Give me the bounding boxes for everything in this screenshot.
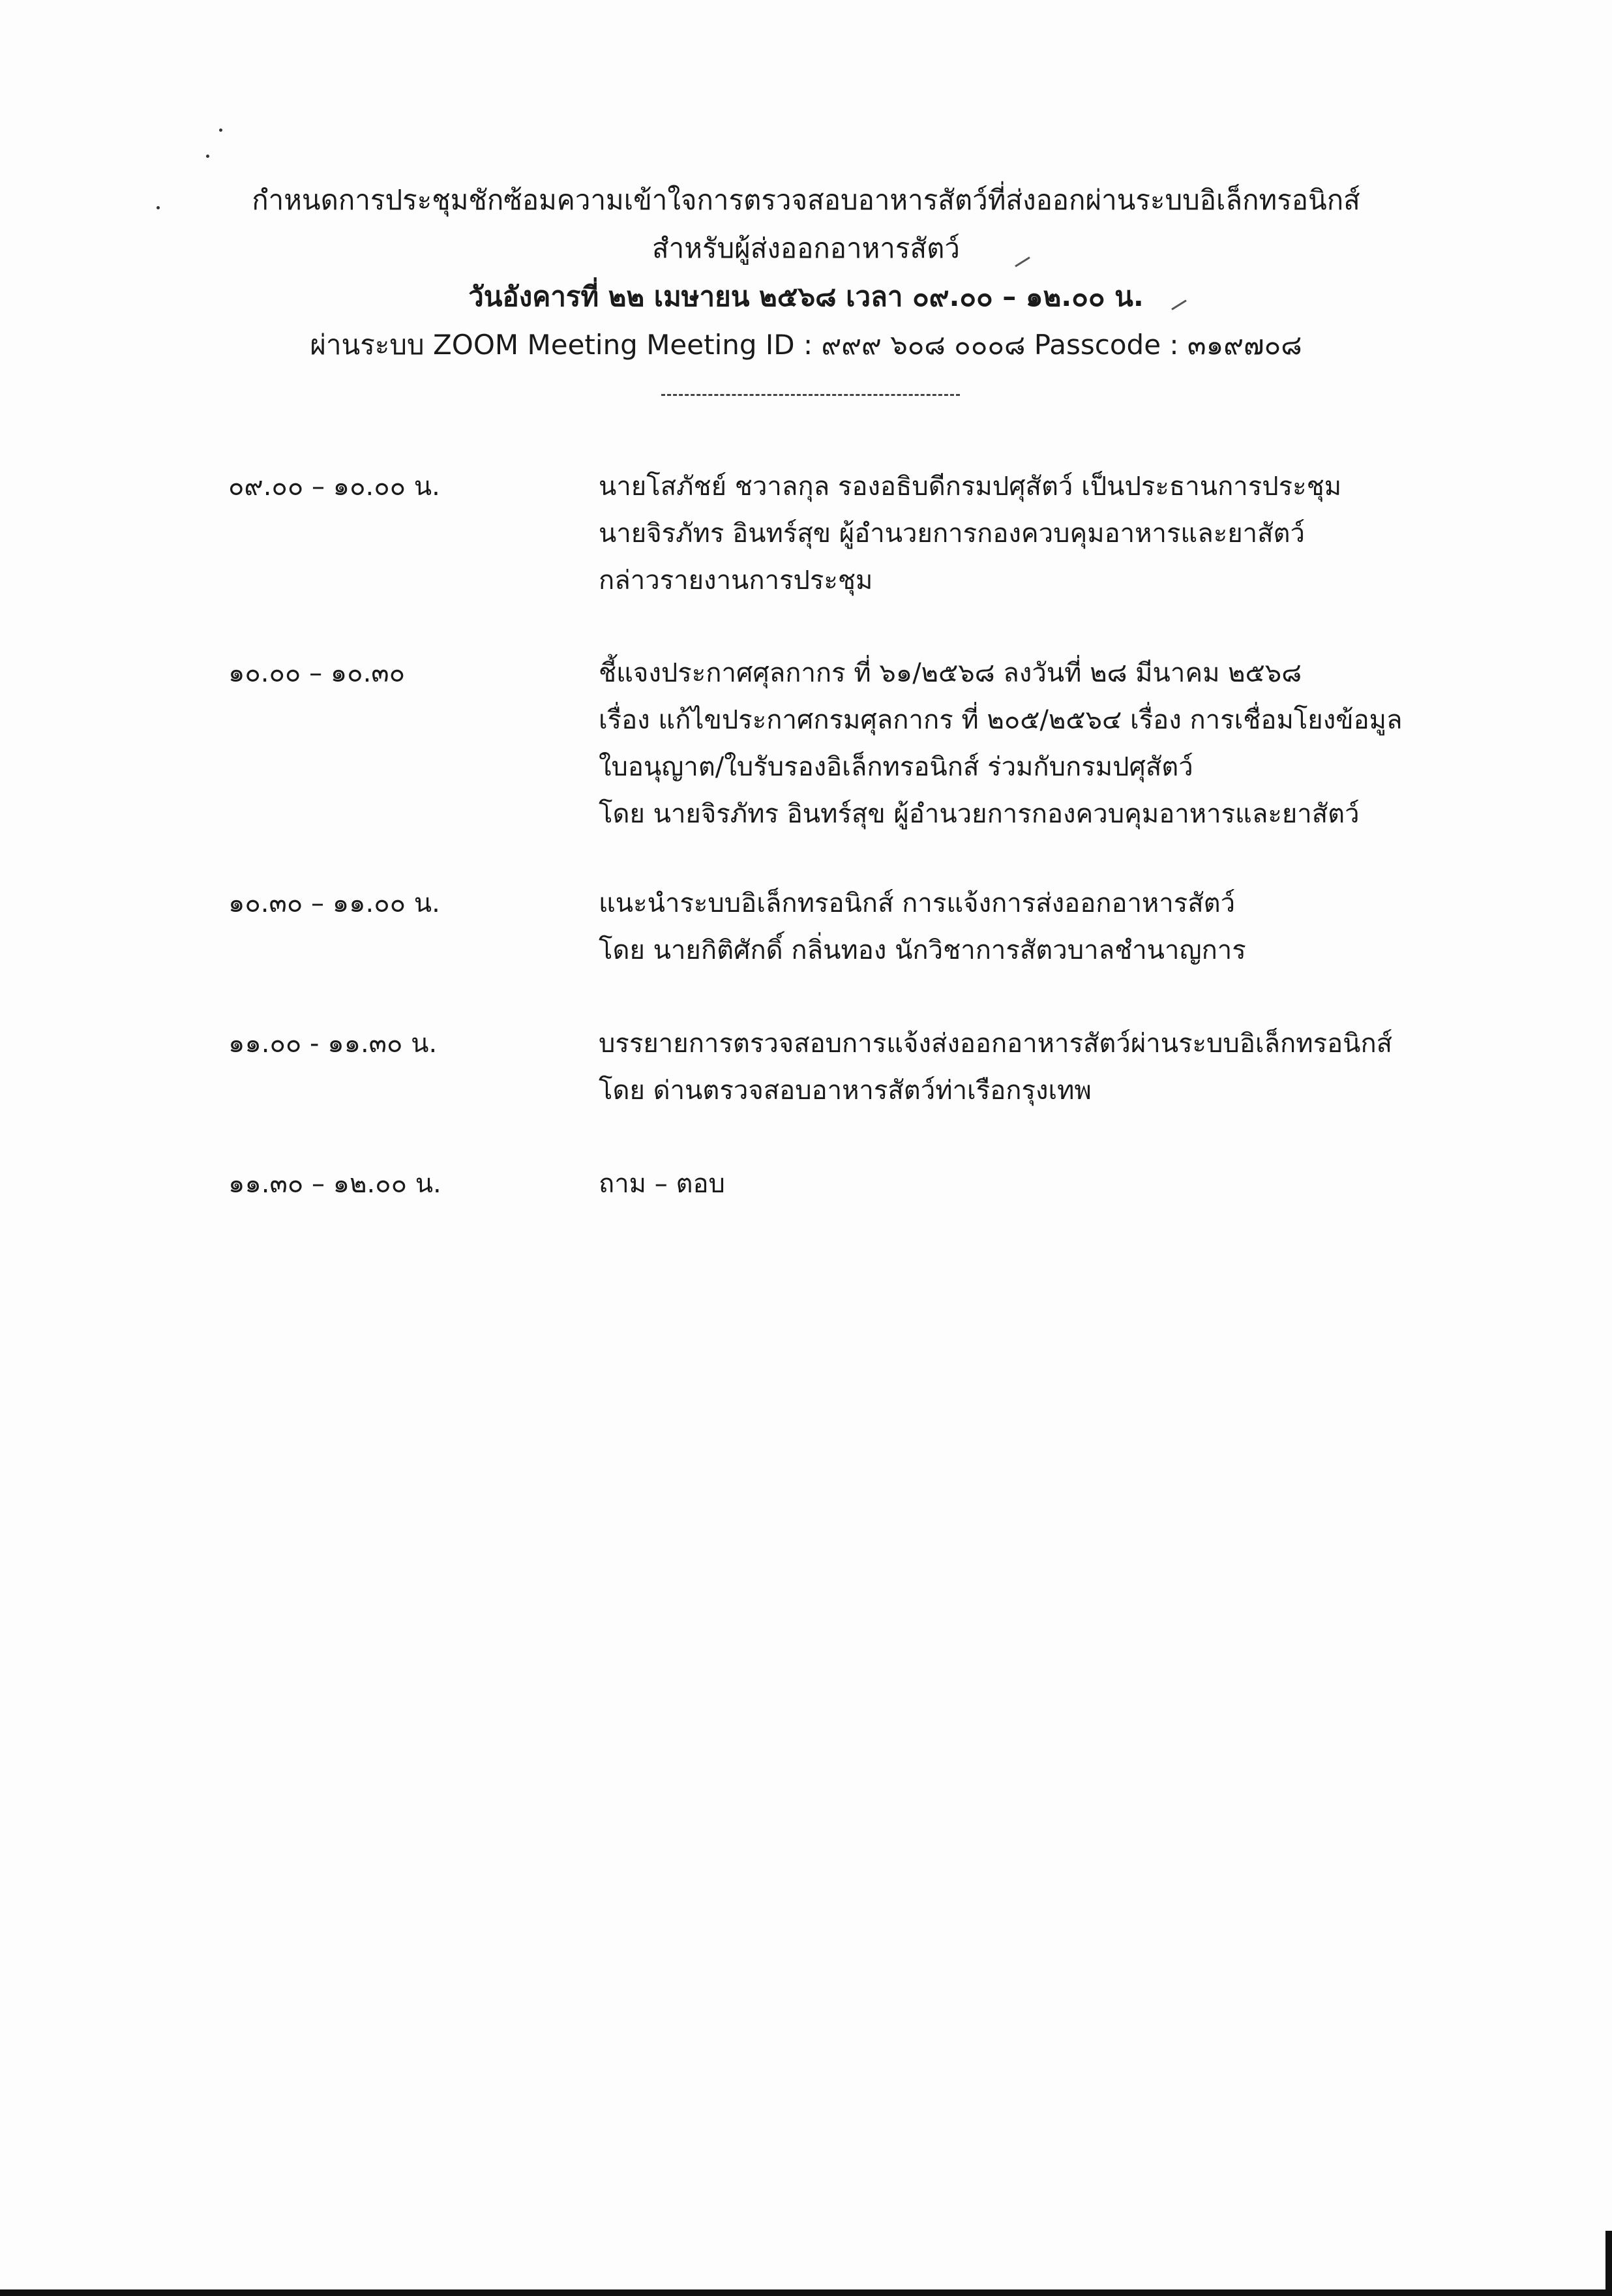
title-line-1: กำหนดการประชุมชักซ้อมความเข้าใจการตรวจสอบอาหารสัตว์ที่ส่งออกผ่านระบบอิเล็กทรอนิกส์ xyxy=(252,184,1360,216)
agenda-line: ใบอนุญาต/ใบรับรองอิเล็กทรอนิกส์ ร่วมกับกรมปศุสัตว์ xyxy=(599,752,1193,782)
agenda-description xyxy=(599,880,1459,974)
scan-edge-bottom xyxy=(0,2289,1612,2296)
scan-edge-right xyxy=(1605,2231,1612,2296)
agenda-time: ๑๑.๓๐ – ๑๒.๐๐ น. xyxy=(228,1169,441,1199)
agenda-description xyxy=(599,650,1459,838)
document-header xyxy=(0,176,1612,369)
zoom-meeting-line: ผ่านระบบ ZOOM Meeting Meeting ID : ๙๙๙ ๖๐๘ ๐๐๐๘ Passcode : ๓๑๙๗๐๘ xyxy=(310,329,1302,361)
agenda-line: โดย ด่านตรวจสอบอาหารสัตว์ท่าเรือกรุงเทพ xyxy=(599,1076,1092,1106)
agenda-time: ๑๐.๐๐ – ๑๐.๓๐ xyxy=(228,658,406,688)
agenda-time: ๑๐.๓๐ – ๑๑.๐๐ น. xyxy=(228,888,440,918)
agenda-line: โดย นายกิติศักดิ์ กลิ่นทอง นักวิชาการสัตวบาลชำนาญการ xyxy=(599,935,1246,965)
scan-speck xyxy=(206,155,209,158)
agenda-line: โดย นายจิรภัทร อินทร์สุข ผู้อำนวยการกองควบคุมอาหารและยาสัตว์ xyxy=(599,799,1360,829)
agenda-line: นายจิรภัทร อินทร์สุข ผู้อำนวยการกองควบคุมอาหารและยาสัตว์ xyxy=(599,519,1305,549)
date-time-line: วันอังคารที่ ๒๒ เมษายน ๒๕๖๘ เวลา ๐๙.๐๐ – ๑๒.๐๐ น. xyxy=(468,280,1144,312)
scan-speck xyxy=(219,128,222,132)
agenda-time: ๐๙.๐๐ – ๑๐.๐๐ น. xyxy=(228,472,440,502)
agenda-line: กล่าวรายงานการประชุม xyxy=(599,566,873,596)
agenda-line: เรื่อง แก้ไขประกาศกรมศุลกากร ที่ ๒๐๕/๒๕๖๔ เรื่อง การเชื่อมโยงข้อมูล xyxy=(599,705,1403,735)
agenda-line: ชี้แจงประกาศศุลกากร ที่ ๖๑/๒๕๖๘ ลงวันที่ ๒๘ มีนาคม ๒๕๖๘ xyxy=(599,658,1302,688)
agenda-time: ๑๑.๐๐ - ๑๑.๓๐ น. xyxy=(228,1029,438,1059)
agenda-description xyxy=(599,463,1459,604)
agenda-line: บรรยายการตรวจสอบการแจ้งส่งออกอาหารสัตว์ผ่านระบบอิเล็กทรอนิกส์ xyxy=(599,1029,1393,1059)
agenda-description xyxy=(599,1160,1459,1207)
agenda-line: ถาม – ตอบ xyxy=(599,1169,725,1199)
header-divider xyxy=(661,394,960,396)
title-line-2: สำหรับผู้ส่งออกอาหารสัตว์ xyxy=(652,232,960,264)
agenda-description xyxy=(599,1020,1459,1114)
agenda-line: นายโสภัชย์ ชวาลกุล รองอธิบดีกรมปศุสัตว์ เป็นประธานการประชุม xyxy=(599,472,1342,502)
agenda-line: แนะนำระบบอิเล็กทรอนิกส์ การแจ้งการส่งออกอาหารสัตว์ xyxy=(599,888,1236,918)
